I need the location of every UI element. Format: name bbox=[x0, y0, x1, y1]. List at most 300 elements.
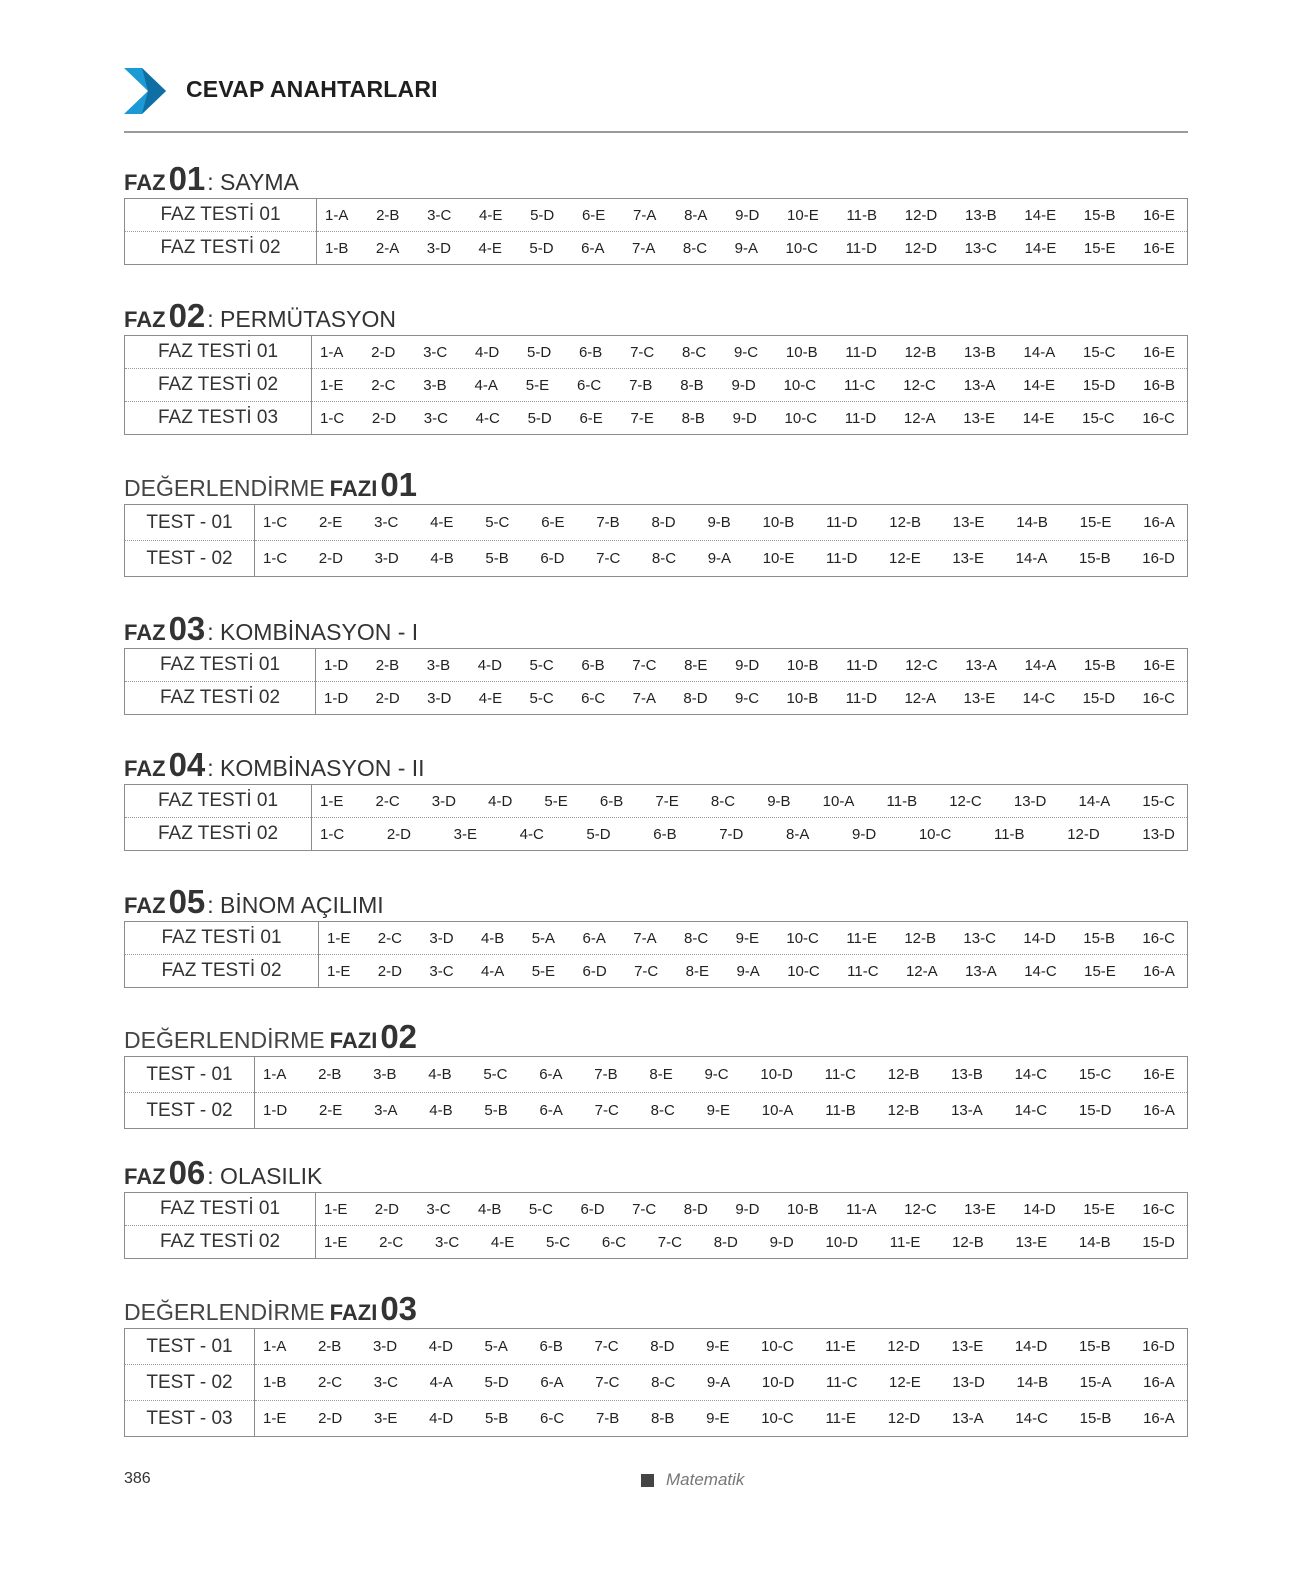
answer-item: 10-B bbox=[786, 689, 819, 707]
section-title bbox=[124, 160, 1188, 196]
section-prefix: DEĞERLENDİRME bbox=[124, 1027, 325, 1053]
table-row bbox=[125, 682, 1188, 715]
answer-item: 3-C bbox=[373, 1374, 398, 1391]
row-label: TEST - 01 bbox=[125, 1057, 255, 1093]
answers-cell bbox=[255, 1057, 1188, 1093]
answer-item: 6-C bbox=[540, 1410, 565, 1427]
answer-item: 5-E bbox=[525, 376, 550, 394]
answer-item: 14-C bbox=[1024, 962, 1057, 980]
answer-item: 8-D bbox=[683, 689, 708, 707]
subject-label: Matematik bbox=[666, 1470, 745, 1489]
answer-item: 8-D bbox=[683, 1200, 708, 1218]
answer-item: 14-A bbox=[1023, 343, 1056, 361]
answer-item: 2-C bbox=[375, 792, 400, 810]
answer-item: 2-C bbox=[379, 1233, 404, 1251]
answer-item: 1-A bbox=[263, 1338, 287, 1355]
answer-item: 1-E bbox=[327, 962, 351, 980]
answer-item: 9-D bbox=[735, 656, 760, 674]
answer-item: 7-A bbox=[632, 239, 656, 257]
section-name: : KOMBİNASYON - II bbox=[207, 755, 425, 781]
table-row bbox=[125, 1093, 1188, 1129]
answer-item: 10-C bbox=[785, 239, 819, 257]
answer-item: 13-D bbox=[952, 1374, 985, 1391]
answers-cell bbox=[317, 232, 1188, 265]
answer-table bbox=[124, 1192, 1188, 1259]
answer-item: 1-D bbox=[263, 1102, 288, 1119]
row-label: FAZ TESTİ 02 bbox=[125, 955, 319, 988]
row-label: TEST - 03 bbox=[125, 1401, 255, 1437]
answer-item: 4-D bbox=[477, 656, 502, 674]
answer-item: 8-A bbox=[684, 206, 708, 224]
answer-item: 9-D bbox=[735, 206, 760, 224]
answer-item: 9-A bbox=[706, 1374, 731, 1391]
answer-item: 6-B bbox=[539, 1338, 563, 1355]
answers-cell bbox=[312, 818, 1188, 851]
answer-item: 13-E bbox=[952, 514, 985, 531]
answer-item: 12-C bbox=[905, 656, 938, 674]
answer-item: 6-C bbox=[577, 376, 602, 394]
answer-item: 5-A bbox=[531, 929, 556, 947]
table-row bbox=[125, 199, 1188, 232]
section-number: 05 bbox=[168, 883, 206, 920]
answer-item: 5-C bbox=[545, 1233, 571, 1251]
answer-item: 13-A bbox=[952, 1410, 984, 1427]
row-label: FAZ TESTİ 02 bbox=[125, 1226, 316, 1259]
answer-item: 2-C bbox=[371, 376, 396, 394]
answers-cell bbox=[255, 505, 1188, 541]
answer-item: 3-C bbox=[374, 514, 399, 531]
answer-item: 9-D bbox=[732, 409, 757, 427]
answer-item: 13-E bbox=[963, 409, 995, 427]
section-prefix: FAZ bbox=[124, 893, 166, 918]
answer-item: 13-E bbox=[1015, 1233, 1048, 1251]
answer-item: 1-C bbox=[320, 409, 345, 427]
answer-item: 3-C bbox=[426, 1200, 451, 1218]
answer-item: 7-C bbox=[634, 962, 659, 980]
answer-item: 12-A bbox=[903, 409, 936, 427]
answer-item: 3-C bbox=[427, 206, 452, 224]
answer-item: 16-A bbox=[1143, 1374, 1175, 1391]
answer-item: 1-E bbox=[320, 792, 344, 810]
table-row bbox=[125, 336, 1188, 369]
section-title bbox=[124, 610, 1188, 646]
answer-item: 9-E bbox=[706, 1410, 730, 1427]
table-row bbox=[125, 818, 1188, 851]
answer-item: 10-A bbox=[761, 1102, 794, 1119]
row-label: FAZ TESTİ 02 bbox=[125, 682, 316, 715]
answer-item: 5-D bbox=[526, 343, 552, 361]
answer-item: 1-B bbox=[263, 1374, 287, 1391]
answer-item: 12-B bbox=[952, 1233, 984, 1251]
answer-item: 1-E bbox=[263, 1410, 287, 1427]
answer-item: 14-B bbox=[1016, 514, 1048, 531]
answer-item: 15-D bbox=[1082, 376, 1116, 394]
answer-item: 3-D bbox=[431, 792, 456, 810]
answer-item: 14-D bbox=[1023, 1200, 1056, 1218]
table-row bbox=[125, 505, 1188, 541]
row-label: FAZ TESTİ 02 bbox=[125, 369, 312, 402]
answer-item: 2-B bbox=[376, 206, 400, 224]
table-row bbox=[125, 955, 1188, 988]
answer-item: 10-D bbox=[761, 1374, 795, 1391]
section-title bbox=[124, 1154, 1188, 1190]
answer-item: 7-C bbox=[632, 1200, 657, 1218]
table-row bbox=[125, 369, 1188, 402]
answers-cell bbox=[317, 199, 1188, 232]
answer-table bbox=[124, 1056, 1188, 1129]
section-number: 03 bbox=[168, 610, 206, 647]
answer-item: 3-A bbox=[374, 1102, 398, 1119]
answer-item: 14-B bbox=[1016, 1374, 1049, 1391]
answer-item: 1-C bbox=[263, 514, 288, 531]
answer-item: 11-C bbox=[847, 962, 879, 980]
section-prefix: FAZ bbox=[124, 1164, 166, 1189]
answer-item: 8-C bbox=[651, 550, 677, 567]
answer-item: 14-B bbox=[1078, 1233, 1111, 1251]
table-row bbox=[125, 1365, 1188, 1401]
answer-item: 11-D bbox=[845, 689, 878, 707]
answer-item: 10-C bbox=[918, 825, 952, 843]
answer-item: 15-E bbox=[1083, 1200, 1115, 1218]
answer-item: 4-E bbox=[490, 1233, 515, 1251]
answer-item: 15-C bbox=[1142, 792, 1175, 810]
answer-item: 10-C bbox=[761, 1410, 794, 1427]
answer-item: 15-B bbox=[1078, 550, 1111, 567]
answer-item: 1-A bbox=[263, 1066, 287, 1083]
answer-item: 6-A bbox=[582, 929, 606, 947]
section-title bbox=[124, 466, 1188, 502]
answer-item: 2-D bbox=[375, 689, 400, 707]
answer-item: 14-C bbox=[1022, 689, 1056, 707]
answer-item: 2-D bbox=[318, 1410, 343, 1427]
answer-item: 3-C bbox=[429, 962, 454, 980]
answer-item: 5-B bbox=[484, 1102, 508, 1119]
section-number: 04 bbox=[168, 746, 206, 783]
answer-item: 6-A bbox=[539, 1102, 563, 1119]
answer-item: 8-C bbox=[710, 792, 736, 810]
answer-item: 2-D bbox=[374, 1200, 399, 1218]
table-row bbox=[125, 232, 1188, 265]
row-label: TEST - 02 bbox=[125, 1365, 255, 1401]
answer-item: 11-D bbox=[845, 239, 877, 257]
row-label: TEST - 02 bbox=[125, 1093, 255, 1129]
answer-item: 4-A bbox=[429, 1374, 453, 1391]
answer-item: 4-E bbox=[430, 514, 454, 531]
answer-item: 6-A bbox=[540, 1374, 564, 1391]
answer-item: 11-B bbox=[886, 792, 918, 810]
answer-item: 16-D bbox=[1142, 1338, 1175, 1355]
answer-item: 7-B bbox=[595, 1410, 620, 1427]
answer-item: 11-D bbox=[826, 550, 858, 567]
section-number: 02 bbox=[168, 297, 206, 334]
section-number: 01 bbox=[380, 466, 418, 503]
answer-item: 9-C bbox=[734, 689, 760, 707]
answer-item: 11-A bbox=[846, 1200, 877, 1218]
answer-item: 15-C bbox=[1082, 409, 1115, 427]
section-faz-02 bbox=[124, 297, 1188, 435]
answer-item: 5-D bbox=[530, 206, 555, 224]
answer-item: 2-D bbox=[371, 343, 396, 361]
answer-item: 7-C bbox=[630, 343, 655, 361]
section-name: : BİNOM AÇILIMI bbox=[207, 892, 384, 918]
answer-item: 14-A bbox=[1078, 792, 1111, 810]
answer-item: 5-D bbox=[527, 409, 552, 427]
answer-item: 14-C bbox=[1014, 1102, 1048, 1119]
answer-item: 12-B bbox=[904, 343, 937, 361]
answer-item: 16-A bbox=[1143, 1410, 1175, 1427]
answer-item: 12-B bbox=[887, 1102, 920, 1119]
answer-item: 4-D bbox=[428, 1338, 453, 1355]
answer-item: 6-D bbox=[582, 962, 607, 980]
answer-item: 5-B bbox=[484, 1410, 509, 1427]
answer-item: 12-B bbox=[889, 514, 921, 531]
answer-item: 6-D bbox=[540, 550, 565, 567]
answer-item: 1-B bbox=[325, 239, 349, 257]
answer-item: 6-B bbox=[653, 825, 677, 843]
answer-item: 1-A bbox=[320, 343, 344, 361]
answer-item: 10-E bbox=[762, 550, 795, 567]
answer-item: 10-B bbox=[786, 1200, 819, 1218]
answer-item: 3-C bbox=[434, 1233, 460, 1251]
answer-item: 2-D bbox=[318, 550, 343, 567]
answer-item: 3-B bbox=[373, 1066, 397, 1083]
answer-item: 6-B bbox=[581, 656, 605, 674]
table-row bbox=[125, 1401, 1188, 1437]
answer-item: 15-E bbox=[1083, 239, 1116, 257]
answer-item: 9-A bbox=[707, 550, 732, 567]
row-label: FAZ TESTİ 01 bbox=[125, 785, 312, 818]
answer-item: 15-B bbox=[1083, 656, 1116, 674]
answer-item: 16-B bbox=[1143, 376, 1175, 394]
section-number: 06 bbox=[168, 1154, 206, 1191]
answer-item: 10-C bbox=[786, 929, 819, 947]
section-name: : SAYMA bbox=[207, 169, 299, 195]
answer-item: 11-D bbox=[844, 409, 877, 427]
answer-item: 13-A bbox=[965, 962, 997, 980]
answer-item: 13-E bbox=[952, 550, 985, 567]
answer-item: 10-D bbox=[760, 1066, 793, 1083]
chevron-right-icon bbox=[124, 68, 166, 114]
answer-item: 12-E bbox=[889, 550, 921, 567]
answer-item: 6-E bbox=[581, 206, 606, 224]
answer-item: 2-A bbox=[375, 239, 400, 257]
answer-item: 14-E bbox=[1022, 409, 1055, 427]
section-name: : OLASILIK bbox=[207, 1163, 323, 1189]
answer-item: 12-B bbox=[887, 1066, 920, 1083]
answer-item: 11-C bbox=[824, 1066, 857, 1083]
answer-item: 15-E bbox=[1079, 514, 1112, 531]
row-label: FAZ TESTİ 03 bbox=[125, 402, 312, 435]
answer-item: 2-D bbox=[371, 409, 397, 427]
section-faz-05 bbox=[124, 883, 1188, 988]
answer-item: 8-E bbox=[684, 656, 708, 674]
answer-item: 3-D bbox=[429, 929, 454, 947]
answer-item: 8-A bbox=[786, 825, 810, 843]
section-faz-04 bbox=[124, 746, 1188, 851]
answer-item: 11-B bbox=[846, 206, 878, 224]
answer-item: 8-B bbox=[681, 409, 705, 427]
answer-item: 1-E bbox=[327, 929, 351, 947]
answer-item: 11-E bbox=[846, 929, 877, 947]
answer-item: 4-D bbox=[429, 1410, 454, 1427]
answer-item: 7-C bbox=[595, 1374, 620, 1391]
answer-item: 3-E bbox=[453, 825, 477, 843]
answer-item: 14-A bbox=[1024, 656, 1057, 674]
answer-item: 13-D bbox=[1013, 792, 1047, 810]
answer-item: 10-C bbox=[761, 1338, 794, 1355]
answer-item: 12-E bbox=[889, 1374, 921, 1391]
table-row bbox=[125, 922, 1188, 955]
answer-item: 14-D bbox=[1023, 929, 1056, 947]
square-bullet-icon bbox=[641, 1474, 654, 1487]
answers-cell bbox=[255, 1401, 1188, 1437]
answer-item: 3-D bbox=[426, 239, 451, 257]
answer-item: 7-B bbox=[594, 1066, 618, 1083]
section-prefix: FAZ bbox=[124, 756, 166, 781]
answer-item: 15-B bbox=[1078, 1338, 1111, 1355]
answer-item: 3-D bbox=[372, 1338, 398, 1355]
answer-item: 6-B bbox=[599, 792, 624, 810]
footer-subject bbox=[641, 1470, 744, 1490]
answer-item: 9-D bbox=[769, 1233, 794, 1251]
answer-item: 5-C bbox=[529, 656, 554, 674]
answer-item: 13-A bbox=[965, 656, 998, 674]
answer-table bbox=[124, 1328, 1188, 1437]
answer-item: 15-D bbox=[1078, 1102, 1112, 1119]
answer-item: 10-E bbox=[787, 206, 819, 224]
answer-item: 12-D bbox=[887, 1338, 920, 1355]
section-number: 01 bbox=[168, 160, 206, 197]
answer-item: 2-C bbox=[377, 929, 402, 947]
answer-item: 11-E bbox=[825, 1410, 857, 1427]
answer-item: 11-E bbox=[825, 1338, 856, 1355]
answer-item: 9-D bbox=[735, 1200, 760, 1218]
answer-item: 13-B bbox=[951, 1066, 983, 1083]
table-row bbox=[125, 1057, 1188, 1093]
row-label: TEST - 02 bbox=[125, 541, 255, 577]
answers-cell bbox=[312, 369, 1188, 402]
answer-item: 8-E bbox=[649, 1066, 673, 1083]
answers-cell bbox=[255, 1365, 1188, 1401]
answer-item: 15-D bbox=[1082, 689, 1116, 707]
answer-item: 5-A bbox=[484, 1338, 508, 1355]
answer-item: 12-D bbox=[904, 206, 938, 224]
answer-item: 13-C bbox=[963, 929, 996, 947]
answer-item: 4-B bbox=[478, 1200, 502, 1218]
answer-item: 9-E bbox=[706, 1338, 730, 1355]
answer-table bbox=[124, 648, 1188, 715]
answer-item: 16-E bbox=[1143, 343, 1175, 361]
answer-item: 4-A bbox=[480, 962, 505, 980]
answer-item: 15-A bbox=[1079, 1374, 1112, 1391]
answer-item: 6-C bbox=[601, 1233, 627, 1251]
answer-item: 12-D bbox=[904, 239, 938, 257]
answer-item: 7-B bbox=[629, 376, 653, 394]
answer-item: 16-C bbox=[1142, 689, 1175, 707]
answer-table bbox=[124, 784, 1188, 851]
answer-item: 9-E bbox=[706, 1102, 730, 1119]
answer-item: 7-A bbox=[633, 929, 657, 947]
answer-item: 1-D bbox=[324, 689, 349, 707]
answer-item: 4-A bbox=[474, 376, 498, 394]
answer-item: 4-C bbox=[519, 825, 544, 843]
section-degerlendirme-02 bbox=[124, 1018, 1188, 1129]
answers-cell bbox=[316, 682, 1188, 715]
answer-item: 8-D bbox=[651, 514, 676, 531]
section-fazi: FAZI bbox=[329, 476, 378, 501]
answer-item: 8-C bbox=[650, 1102, 675, 1119]
answer-item: 13-E bbox=[951, 1338, 984, 1355]
answer-item: 2-D bbox=[386, 825, 411, 843]
answer-item: 5-C bbox=[529, 689, 554, 707]
answer-item: 6-A bbox=[581, 239, 605, 257]
answer-item: 2-E bbox=[318, 1102, 343, 1119]
section-fazi: FAZI bbox=[329, 1300, 378, 1325]
answer-item: 7-E bbox=[655, 792, 679, 810]
answer-item: 11-B bbox=[993, 825, 1025, 843]
section-faz-06 bbox=[124, 1154, 1188, 1259]
answers-cell bbox=[312, 336, 1188, 369]
answer-item: 11-C bbox=[844, 376, 876, 394]
section-prefix: FAZ bbox=[124, 170, 166, 195]
answer-item: 15-B bbox=[1083, 206, 1116, 224]
answer-item: 9-D bbox=[852, 825, 877, 843]
answer-item: 9-C bbox=[733, 343, 759, 361]
section-title bbox=[124, 883, 1188, 919]
answer-item: 5-E bbox=[531, 962, 556, 980]
answer-item: 15-D bbox=[1142, 1233, 1175, 1251]
answer-item: 12-C bbox=[904, 1200, 937, 1218]
answer-item: 13-B bbox=[964, 343, 996, 361]
answer-item: 3-B bbox=[423, 376, 447, 394]
answer-item: 11-E bbox=[889, 1233, 921, 1251]
row-label: TEST - 01 bbox=[125, 1329, 255, 1365]
answer-item: 9-B bbox=[707, 514, 731, 531]
section-faz-01 bbox=[124, 160, 1188, 265]
section-number: 03 bbox=[380, 1290, 418, 1327]
answer-item: 10-B bbox=[785, 343, 818, 361]
answer-item: 2-B bbox=[318, 1066, 342, 1083]
answer-item: 13-D bbox=[1142, 825, 1175, 843]
answer-item: 12-A bbox=[904, 689, 937, 707]
answer-item: 7-C bbox=[632, 656, 657, 674]
answer-item: 14-E bbox=[1024, 206, 1057, 224]
answer-item: 5-C bbox=[483, 1066, 508, 1083]
answer-item: 5-D bbox=[586, 825, 611, 843]
header-divider bbox=[124, 131, 1188, 133]
answer-item: 8-B bbox=[651, 1410, 675, 1427]
answer-item: 14-E bbox=[1024, 239, 1057, 257]
answer-item: 4-E bbox=[479, 206, 503, 224]
answer-item: 16-C bbox=[1142, 409, 1175, 427]
answers-cell bbox=[316, 649, 1188, 682]
answer-item: 5-D bbox=[529, 239, 554, 257]
section-title bbox=[124, 1290, 1188, 1326]
answer-item: 16-C bbox=[1142, 1200, 1175, 1218]
answer-item: 3-C bbox=[423, 343, 448, 361]
answer-item: 5-C bbox=[528, 1200, 554, 1218]
answer-item: 7-B bbox=[596, 514, 620, 531]
answer-item: 1-E bbox=[324, 1233, 348, 1251]
answer-item: 11-D bbox=[845, 343, 877, 361]
table-row bbox=[125, 1193, 1188, 1226]
answer-item: 7-C bbox=[657, 1233, 682, 1251]
section-prefix: FAZ bbox=[124, 620, 166, 645]
answer-item: 3-D bbox=[427, 689, 452, 707]
answer-item: 2-B bbox=[375, 656, 400, 674]
answer-item: 9-A bbox=[736, 962, 760, 980]
table-row bbox=[125, 541, 1188, 577]
